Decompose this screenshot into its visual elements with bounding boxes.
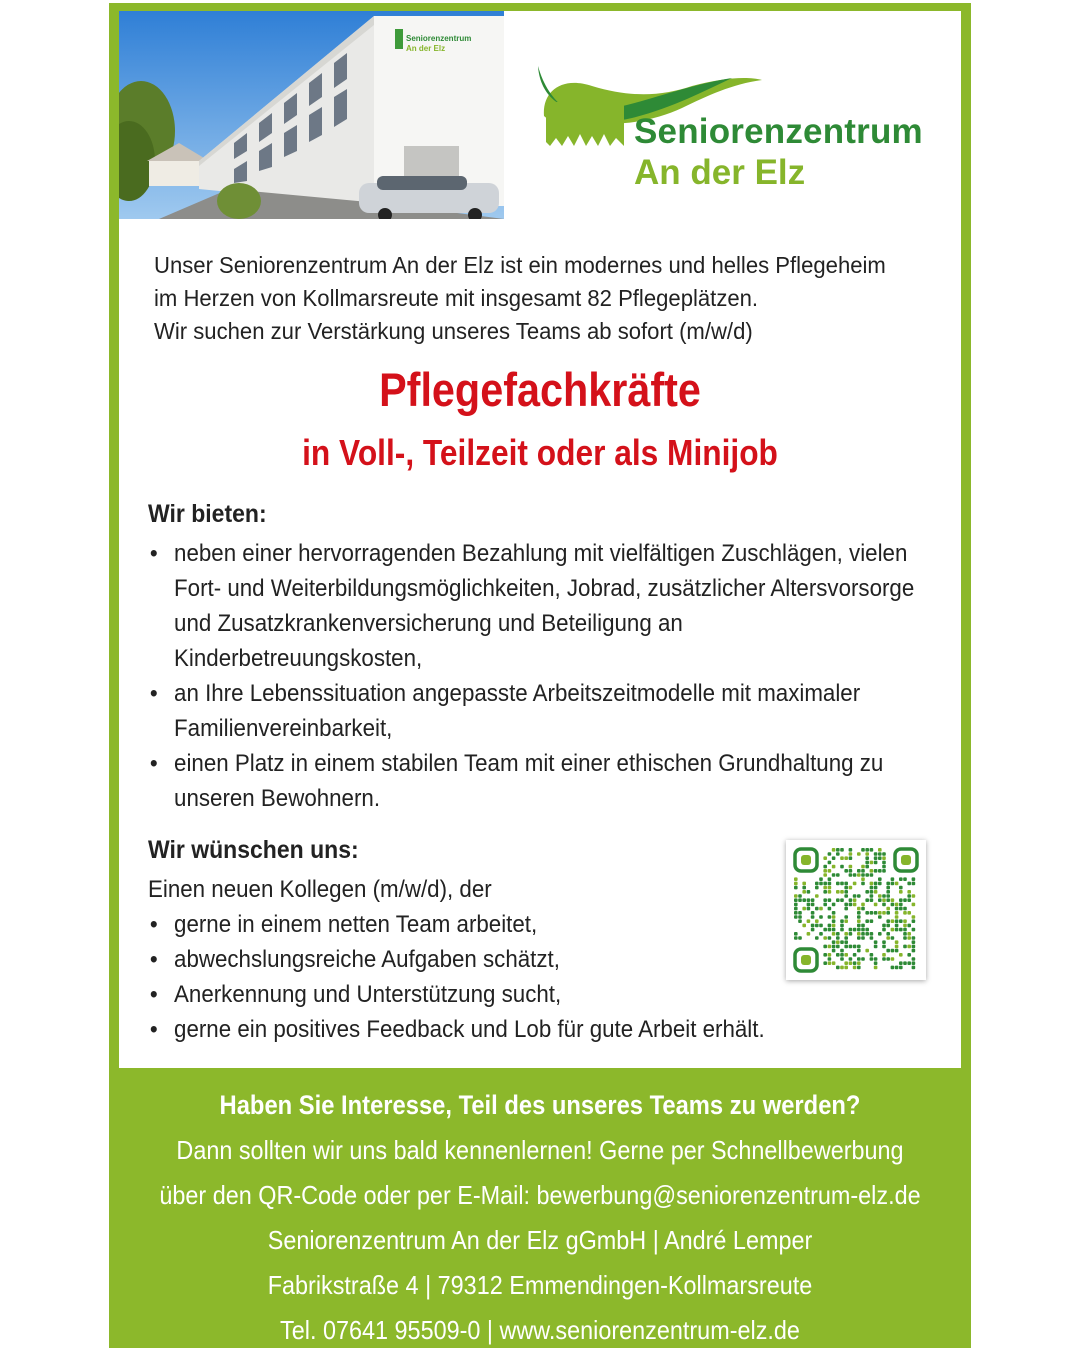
wish-text: Anerkennung und Unterstützung sucht, — [174, 981, 562, 1008]
footer-cta: Haben Sie Interesse, Teil des unseres Teams zu werden? — [219, 1090, 861, 1120]
footer-company: Seniorenzentrum An der Elz gGmbH | André Lemper — [267, 1225, 813, 1255]
footer-email-line[interactable]: über den QR-Code oder per E-Mail: bewerbung@seniorenzentrum-elz.de — [159, 1180, 921, 1210]
offers-section — [148, 500, 948, 816]
bullet-icon: • — [149, 680, 158, 707]
bullet-icon: • — [149, 750, 158, 777]
list-item — [148, 746, 937, 816]
offer-text: an Ihre Lebenssituation angepasste Arbeitszeitmodelle mit maximaler Familienvereinbarkeit, — [174, 680, 861, 742]
job-subtitle: in Voll-, Teilzeit oder als Minijob — [302, 432, 778, 473]
bullet-icon: • — [149, 911, 158, 938]
intro-line: im Herzen von Kollmarsreute mit insgesamt 82 Pflegeplätzen. — [154, 285, 759, 311]
offer-text: neben einer hervorragenden Bezahlung mit vielfältigen Zuschlägen, vielen Fort- und Weiterbildungsmöglichkeiten, Jobrad, zusätzlicher Altersvorsorge und Zusatzkrankenversicherung und Beteiligung an Kinderbetreuungskosten, — [174, 540, 915, 672]
logo-name-line1: Seniorenzentrum — [634, 112, 923, 151]
bullet-icon: • — [149, 1016, 158, 1043]
bullet-icon: • — [149, 540, 158, 567]
wishes-lead: Einen neuen Kollegen (m/w/d), der — [148, 876, 492, 903]
photo-sign-line1: Seniorenzentrum — [406, 34, 472, 43]
intro-text — [154, 249, 906, 348]
wishes-title: Wir wünschen uns: — [148, 836, 359, 864]
list-item — [148, 536, 937, 676]
footer-phone-web[interactable]: Tel. 07641 95509-0 | www.seniorenzentrum-elz.de — [280, 1315, 800, 1345]
contact-footer — [109, 1082, 971, 1353]
photo-sign-line2: An der Elz — [406, 44, 446, 53]
wish-text: gerne in einem netten Team arbeitet, — [174, 911, 538, 938]
intro-line: Wir suchen zur Verstärkung unseres Teams ab sofort (m/w/d) — [154, 318, 753, 344]
list-item — [148, 676, 937, 746]
list-item — [148, 907, 892, 942]
logo-name-line2: An der Elz — [634, 153, 806, 192]
offers-title: Wir bieten: — [148, 500, 267, 528]
intro-line: Unser Seniorenzentrum An der Elz ist ein modernes und helles Pflegeheim — [154, 252, 886, 278]
wish-text: gerne ein positives Feedback und Lob für gute Arbeit erhält. — [174, 1016, 765, 1043]
bullet-icon: • — [149, 981, 158, 1008]
bullet-icon: • — [149, 946, 158, 973]
footer-line: Dann sollten wir uns bald kennenlernen! Gerne per Schnellbewerbung — [176, 1135, 904, 1165]
list-item — [148, 977, 892, 1012]
list-item — [148, 942, 892, 977]
wish-text: abwechslungsreiche Aufgaben schätzt, — [174, 946, 560, 973]
footer-address: Fabrikstraße 4 | 79312 Emmendingen-Kollmarsreute — [267, 1270, 813, 1300]
qr-code[interactable] — [786, 840, 926, 980]
job-title: Pflegefachkräfte — [379, 363, 701, 416]
building-photo — [119, 11, 504, 219]
offer-text: einen Platz in einem stabilen Team mit einer ethischen Grundhaltung zu unseren Bewohnern. — [174, 750, 884, 812]
list-item — [148, 1012, 892, 1047]
